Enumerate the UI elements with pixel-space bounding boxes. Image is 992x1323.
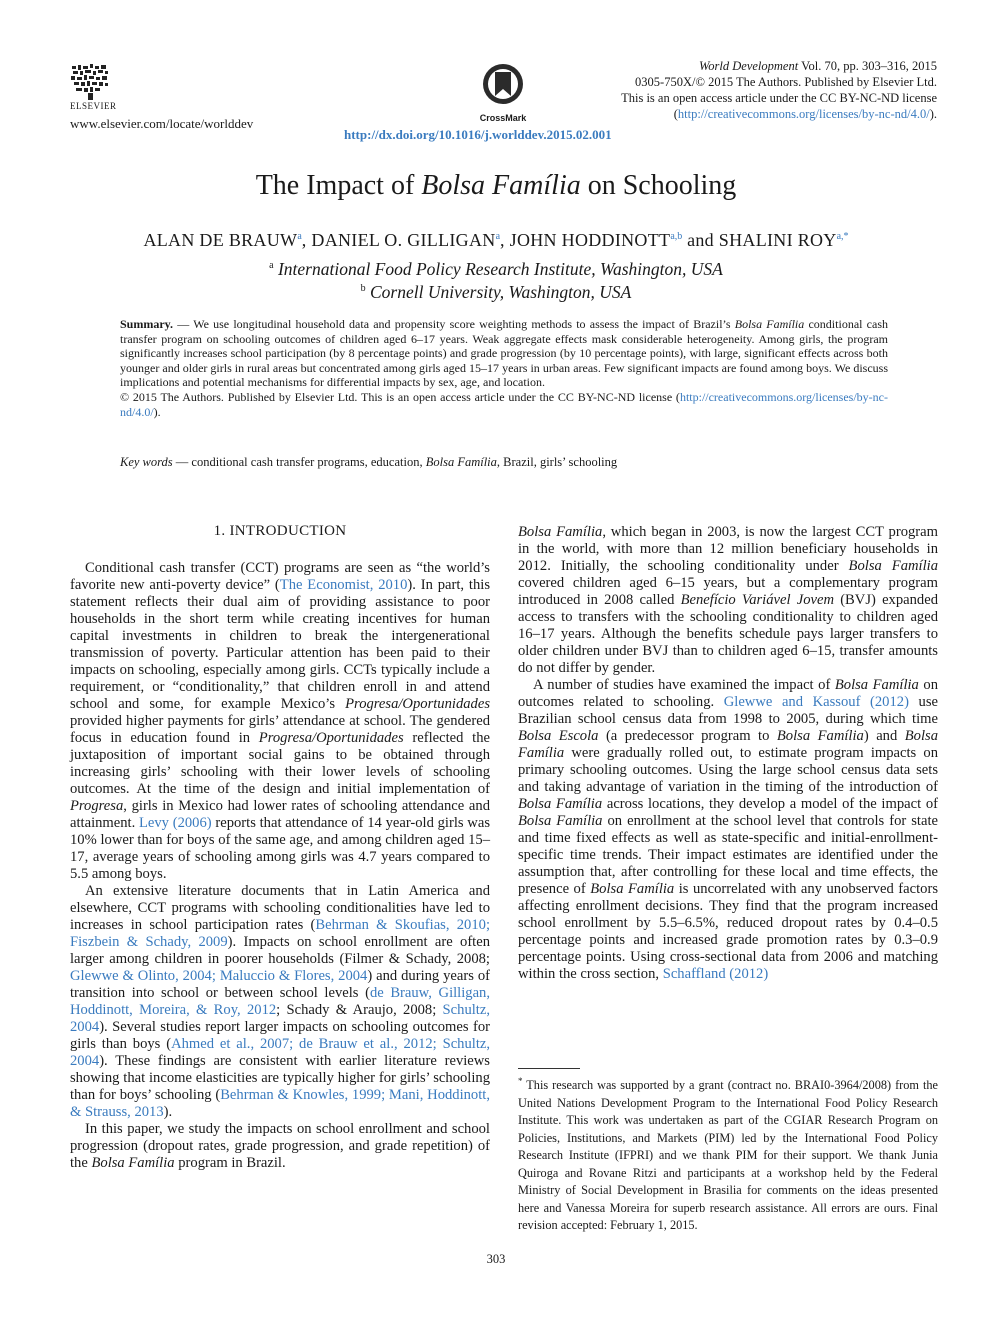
italic-term: Progresa/Oportunidades <box>345 696 490 712</box>
text-run: ). In part, this statement reflects their dual aim of providing assistance to poor households in the short term while creating incentives for human capital investments in children to break the intergenerational transmission of poverty. Particular attention has been paid to their impacts on schooling, especially among girls. CCTs typically include a requirement, or “conditionality,” that children enroll in and attend school and some, for example Mexico’s <box>70 577 490 712</box>
copyright-end: ). <box>153 404 161 419</box>
text-run: (a predecessor program to <box>598 728 777 744</box>
footnote-text: This research was supported by a grant (contract no. BRAI0-3964/2008) from the United Nations Development Program to the International Food Policy Research Institute. This work was undertaken as part of the CGIAR Research Program on Policies, Institutions, and Markets (PIM) led by the International Food Policy Research Institute (IFPRI) and we thank PIM for their support. We thank Junia Quiroga and Rovane Ritzi and participants at a workshop held by the Federal Ministry of Social Development in Brasilia for comments on the ideas presented here and Vanessa Moreira for superb research assistance. All errors are ours. Final revision accepted: February 1, 2015. <box>518 1078 938 1233</box>
abstract-copyright <box>120 390 888 419</box>
citation-link[interactable]: Levy (2006) <box>138 815 212 831</box>
abstract-text: We use longitudinal household data and propensity score weighting methods to assess the impact of Brazil’s <box>193 317 735 331</box>
paragraph <box>70 560 490 883</box>
crossmark-icon <box>481 62 525 106</box>
page-number: 303 <box>486 1252 506 1266</box>
text-run: ). These findings are consistent with earlier literature reviews showing that income elasticities are typically higher for girls’ schooling than for boys’ schooling ( <box>70 1053 490 1103</box>
title-italic: Bolsa Família <box>421 170 581 201</box>
license-line: This is an open access article under the CC BY-NC-ND license <box>621 91 937 105</box>
italic-term: Bolsa Família <box>518 524 603 540</box>
text-run: on enrollment at the school level that controls for state and time fixed effects as well as state-specific and initial-enrollment-specific time trends. Their impact estimates are identified under the assumption that, after controlling for these local and time effects, the presence of <box>518 813 938 897</box>
text-run: is uncorrelated with any unobserved factors affecting enrollment decisions. They find that the program increased school enrollment by 5.5–6.5%, reduced dropout rates by 0.4–0.5 percentage points and increased grade promotion rates by 0.3–0.9 percentage points. Using cross-sectional data from 2006 and matching within the cross section, <box>518 881 939 982</box>
citation-link[interactable]: Glewwe and Kassouf (2012) <box>723 694 909 710</box>
text-run: , girls in Mexico had lower rates of schooling attendance and attainment. <box>70 798 490 831</box>
abstract <box>120 317 888 419</box>
text-run: Conditional cash transfer (CCT) programs are seen as “the world’s favorite new anti-poverty device” ( <box>70 560 490 593</box>
italic-term: Benefício Variável Jovem <box>680 592 834 608</box>
keywords-text: — conditional cash transfer programs, education, <box>172 455 426 469</box>
abstract-text: conditional cash transfer program on schooling outcomes of children aged 6–17 years. Weak aggregate effects mask considerable heterogeneity. Among girls, the program significantly increases school participation (by 8 percentage points) and grade progression (by 10 percentage points), with large, significant effects across both younger and older girls in rural areas but concentrated among girls aged 15–17 years in urban areas. Few significant impacts are found among boys. We discuss implications and potential mechanisms for differential impacts by sex, age, and location. <box>120 317 888 390</box>
paragraph <box>70 1121 490 1172</box>
affiliation-marker: b <box>360 282 366 294</box>
author-name: JOHN HODDINOTT <box>509 230 671 250</box>
text-run: An extensive literature documents that in Latin America and elsewhere, CCT programs with schooling conditionalities have led to increases in school participation rates ( <box>70 883 490 933</box>
keywords-italic: Bolsa Família <box>425 455 497 469</box>
paragraph <box>70 883 490 1121</box>
text-run: reports that attendance of 14 year-old girls was 10% lower than for boys of the same age, and among children aged 15–17, average years of schooling among girls was 4.7 years compared to 5.5 among boys. <box>70 815 491 882</box>
affiliation-b <box>0 279 992 302</box>
publisher-wordmark: ELSEVIER <box>70 101 117 111</box>
text-run: ). Several studies report larger impacts on schooling outcomes for girls than boys ( <box>70 1019 490 1052</box>
citation-link[interactable]: Ahmed et al., 2007; de Brauw et al., 2012; Schultz, 2004 <box>70 1036 490 1069</box>
text-run: ) and <box>863 728 905 744</box>
affiliations <box>0 256 992 302</box>
abstract-italic: Bolsa Família <box>734 317 805 331</box>
text-run: across locations, they develop a model of the impact of <box>602 796 938 812</box>
italic-term: Progresa/Oportunidades <box>258 730 404 746</box>
author-name: SHALINI ROY <box>718 230 837 250</box>
italic-term: Bolsa Família <box>776 728 864 744</box>
affiliation-a <box>0 256 992 279</box>
citation-link[interactable]: Glewwe & Olinto, 2004; Maluccio & Flores, 2004 <box>70 968 368 984</box>
right-column <box>518 524 938 983</box>
citation-link[interactable]: Schaffland (2012) <box>662 966 769 982</box>
italic-term: Bolsa Família <box>590 881 675 897</box>
italic-term: Bolsa Família <box>848 558 938 574</box>
text-run: ). <box>163 1104 173 1120</box>
text-run: use Brazilian school census data from 1998 to 2005, during which time <box>518 694 938 727</box>
crossmark-label: CrossMark <box>479 113 527 123</box>
author-affil-link[interactable]: a,b <box>670 231 683 242</box>
footnote-divider <box>518 1068 580 1069</box>
title-suffix: on Schooling <box>580 170 737 201</box>
text-run: program in Brazil. <box>174 1155 286 1171</box>
italic-term: Bolsa Família <box>834 677 919 693</box>
left-column <box>70 560 490 1172</box>
author-name: ALAN DE BRAUW <box>143 230 298 250</box>
copyright-text: © 2015 The Authors. Published by Elsevier Ltd. This is an open access article under the CC BY-NC-ND license ( <box>120 389 680 404</box>
journal-name: World Development <box>699 59 799 73</box>
copyright-license-link[interactable]: http://creativecommons.org/licenses/by-nc-nd/4.0/ <box>120 389 888 419</box>
doi-link[interactable]: http://dx.doi.org/10.1016/j.worlddev.2015.02.001 <box>344 127 612 142</box>
text-run: , which began in 2003, is now the largest CCT program in the world, with more than 12 million beneficiary households in 2012. Initially, the schooling conditionality under <box>518 524 938 574</box>
italic-term: Bolsa Família <box>518 813 603 829</box>
abstract-body <box>120 317 888 390</box>
keywords-label: Key words <box>120 455 173 469</box>
italic-term: Bolsa Escola <box>518 728 599 744</box>
italic-term: Bolsa Família <box>518 796 603 812</box>
text-run: ) and during years of transition into school or between school levels ( <box>70 968 490 1001</box>
paragraph <box>518 524 938 677</box>
citation-link[interactable]: Behrman & Skoufias, 2010; Fiszbein & Schady, 2009 <box>70 917 490 950</box>
journal-volume: Vol. 70, pp. 303–316, 2015 <box>801 59 937 73</box>
text-run: provided higher payments for girls’ attendance at school. The gendered focus in education found in <box>70 713 490 746</box>
keywords-text: , Brazil, girls’ schooling <box>496 455 618 469</box>
italic-term: Bolsa Família <box>518 728 938 761</box>
affiliation-text: International Food Policy Research Institute, Washington, USA <box>277 258 723 279</box>
footnote <box>518 1073 938 1235</box>
citation-link[interactable]: Behrman & Knowles, 1999; Mani, Hoddinott, & Strauss, 2013 <box>70 1087 490 1120</box>
text-run: were gradually rolled out, to estimate program impacts on primary schooling outcomes. Using the large school census data sets and taking advantage of variation in the timing of the introduction of <box>518 745 938 795</box>
author-affil-link[interactable]: a,* <box>836 231 849 242</box>
text-run: covered children aged 6–15 years, but a complementary program introduced in 2008 called <box>518 575 938 608</box>
text-run: In this paper, we study the impacts on school enrollment and school progression (dropout rates, grade progression, and grade repetition) of the <box>70 1121 490 1171</box>
journal-metadata: World Development Vol. 70, pp. 303–316, 2015 0305-750X/© 2015 The Authors. Published by Elsevier Ltd. This is an open access article under the CC BY-NC-ND license (http://creativecommons.org/licenses/by-nc-nd/4.0/). <box>621 59 937 121</box>
license-url-link[interactable]: http://creativecommons.org/licenses/by-nc-nd/4.0/ <box>677 107 930 121</box>
text-run: (BVJ) expanded access to transfers with the schooling conditionality to children aged 16–17 years. Although the benefits schedule pays larger transfers to older children under BVJ than to children aged 6–15, transfer amounts do not differ by gender. <box>518 592 938 676</box>
author-affil-link[interactable]: a <box>297 231 302 242</box>
italic-term: Bolsa Família <box>91 1155 175 1171</box>
italic-term: Progresa <box>70 798 124 814</box>
citation-link[interactable]: de Brauw, Gilligan, Hoddinott, Moreira, & Roy, 2012 <box>70 985 491 1018</box>
affiliation-marker: a <box>269 260 274 271</box>
abstract-dash: — <box>173 317 194 331</box>
keywords <box>120 455 617 470</box>
text-run: ). Impacts on school enrollment are often larger among children in poorer households (Filmer & Schady, 2008; <box>70 934 491 967</box>
text-run: on outcomes related to schooling. <box>518 677 938 710</box>
text-run: A number of studies have examined the impact of <box>533 677 835 693</box>
citation-link[interactable]: The Economist, 2010 <box>279 577 408 593</box>
citation-link[interactable]: Schultz, 2004 <box>70 1002 490 1035</box>
title-prefix: The Impact of <box>255 170 422 201</box>
author-affil-link[interactable]: a <box>495 231 501 242</box>
author-conjunction: and <box>687 230 714 250</box>
issn-line: 0305-750X/© 2015 The Authors. Published by Elsevier Ltd. <box>635 75 937 89</box>
affiliation-text: Cornell University, Washington, USA <box>370 281 632 302</box>
text-run: reflected the juxtaposition of important social gains to be obtained through increasing girls’ schooling with their lower levels of schooling outcomes. At the time of the design and initial implementation of <box>70 730 490 797</box>
abstract-label: Summary. <box>120 317 174 331</box>
text-run: ; Schady & Araujo, 2008; <box>276 1002 443 1018</box>
paragraph <box>518 677 938 983</box>
crossmark-badge[interactable] <box>478 62 528 123</box>
author-name: DANIEL O. GILLIGAN <box>311 230 496 250</box>
section-heading: 1. INTRODUCTION <box>213 523 347 539</box>
article-title <box>0 170 992 202</box>
footnote-marker: * <box>518 1076 523 1086</box>
journal-url-link[interactable]: www.elsevier.com/locate/worlddev <box>70 116 254 131</box>
author-list: ALAN DE BRAUW$^a$, DANIEL O. GILLIGAN$^a$, JOHN HODDINOTT$^{a,b}$ and SHALINI $ROY^{a,*}$ <box>143 230 849 250</box>
